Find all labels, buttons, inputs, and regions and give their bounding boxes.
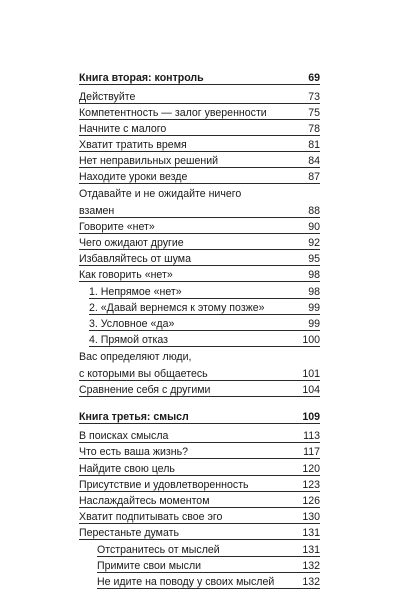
toc-entry bbox=[79, 493, 320, 509]
toc-section-heading bbox=[79, 70, 320, 86]
toc-entry bbox=[79, 137, 320, 153]
toc-entry bbox=[79, 477, 320, 493]
toc-page-number: 132 bbox=[302, 560, 320, 572]
toc-page-number: 69 bbox=[308, 72, 320, 84]
toc-entry-title: Вас определяют люди, bbox=[79, 351, 192, 363]
toc-entry-title: Отстранитесь от мыслей bbox=[97, 544, 220, 556]
toc-page-number: 87 bbox=[308, 171, 320, 183]
toc-entry-title: Как говорить «нет» bbox=[79, 269, 173, 281]
toc-page-number: 75 bbox=[308, 107, 320, 119]
toc-entry bbox=[89, 332, 320, 348]
toc-page-number: 98 bbox=[308, 269, 320, 281]
toc-page-number: 120 bbox=[302, 463, 320, 475]
toc-entry bbox=[79, 251, 320, 267]
toc-page-number: 78 bbox=[308, 123, 320, 135]
toc-entry-title: Примите свои мысли bbox=[97, 560, 202, 572]
toc-page-number: 73 bbox=[308, 91, 320, 103]
toc-entry-title: Присутствие и удовлетворенность bbox=[79, 479, 249, 491]
toc-entry bbox=[79, 509, 320, 525]
toc-page-number: 131 bbox=[302, 527, 320, 539]
toc-page-number: 92 bbox=[308, 237, 320, 249]
toc-entry bbox=[89, 284, 320, 300]
toc-entry bbox=[79, 169, 320, 185]
toc-page-number: 99 bbox=[308, 318, 320, 330]
toc-entry-title: В поисках смысла bbox=[79, 430, 169, 442]
toc-entry-title: 1. Непрямое «нет» bbox=[89, 286, 182, 298]
toc-page-number: 95 bbox=[308, 253, 320, 265]
toc-entry-title: с которыми вы общаетесь bbox=[79, 368, 208, 380]
toc-section-heading bbox=[79, 409, 320, 425]
toc-entry-title: Действуйте bbox=[79, 91, 136, 103]
toc-page-number: 88 bbox=[308, 205, 320, 217]
toc-page-number: 98 bbox=[308, 286, 320, 298]
toc-entry-title: Хватит тратить время bbox=[79, 139, 187, 151]
toc-entry bbox=[97, 574, 320, 590]
toc-entry bbox=[89, 300, 320, 316]
toc-entry-title: Что есть ваша жизнь? bbox=[79, 446, 188, 458]
toc-entry bbox=[79, 105, 320, 121]
toc-entry-title: Нет неправильных решений bbox=[79, 155, 219, 167]
toc-entry bbox=[79, 121, 320, 137]
toc-entry-title: 2. «Давай вернемся к этому позже» bbox=[89, 302, 265, 314]
toc-page-number: 109 bbox=[302, 411, 320, 423]
toc-entry bbox=[79, 366, 320, 382]
toc-page-number: 123 bbox=[302, 479, 320, 491]
toc-entry-title: Сравнение себя с другими bbox=[79, 384, 211, 396]
toc-entry bbox=[79, 382, 320, 398]
toc-entry-title: Наслаждайтесь моментом bbox=[79, 495, 210, 507]
toc-entry-title: Книга третья: смысл bbox=[79, 411, 189, 423]
toc-entry bbox=[79, 428, 320, 444]
toc-entry bbox=[79, 525, 320, 541]
toc-entry-title: Перестаньте думать bbox=[79, 527, 179, 539]
toc-entry bbox=[79, 186, 320, 202]
toc-entry-title: Чего ожидают другие bbox=[79, 237, 184, 249]
toc-page-number: 81 bbox=[308, 139, 320, 151]
toc-entry-title: Не идите на поводу у своих мыслей bbox=[97, 576, 275, 588]
toc-page-number: 99 bbox=[308, 302, 320, 314]
toc-entry bbox=[79, 444, 320, 460]
toc-page-number: 113 bbox=[303, 430, 320, 442]
toc-page-number: 126 bbox=[302, 495, 320, 507]
toc-entry bbox=[79, 235, 320, 251]
toc-page-number: 104 bbox=[302, 384, 320, 396]
toc-page-number: 130 bbox=[302, 511, 320, 523]
toc-entry-title: 3. Условное «да» bbox=[89, 318, 175, 330]
toc-entry-title: Хватит подпитывать свое эго bbox=[79, 511, 223, 523]
toc-page-number: 84 bbox=[308, 155, 320, 167]
toc-entry-title: Найдите свою цель bbox=[79, 463, 175, 475]
toc-entry-title: Книга вторая: контроль bbox=[79, 72, 204, 84]
toc-entry bbox=[79, 89, 320, 105]
toc-entry-title: 4. Прямой отказ bbox=[89, 334, 168, 346]
toc-entry bbox=[79, 153, 320, 169]
toc-page-number: 117 bbox=[303, 446, 320, 458]
toc-entry bbox=[97, 558, 320, 574]
toc-leader-rule bbox=[79, 217, 320, 218]
toc-entry bbox=[79, 203, 320, 219]
toc-page-number: 131 bbox=[302, 544, 320, 556]
toc-entry-title: Начните с малого bbox=[79, 123, 167, 135]
toc-entry bbox=[89, 316, 320, 332]
toc-entry-title: взамен bbox=[79, 205, 115, 217]
toc-page-number: 101 bbox=[302, 368, 320, 380]
toc-page-number: 90 bbox=[308, 221, 320, 233]
toc-entry bbox=[79, 219, 320, 235]
toc-entry bbox=[79, 461, 320, 477]
toc-entry bbox=[79, 349, 320, 365]
toc-entry-title: Избавляйтесь от шума bbox=[79, 253, 191, 265]
toc-entry-title: Компетентность — залог уверенности bbox=[79, 107, 267, 119]
toc-page-number: 100 bbox=[302, 334, 320, 346]
toc-entry bbox=[97, 542, 320, 558]
toc-entry-title: Находите уроки везде bbox=[79, 171, 188, 183]
toc-entry-title: Отдавайте и не ожидайте ничего bbox=[79, 188, 242, 200]
toc-entry bbox=[79, 267, 320, 283]
toc-page-number: 132 bbox=[302, 576, 320, 588]
toc-entry-title: Говорите «нет» bbox=[79, 221, 155, 233]
